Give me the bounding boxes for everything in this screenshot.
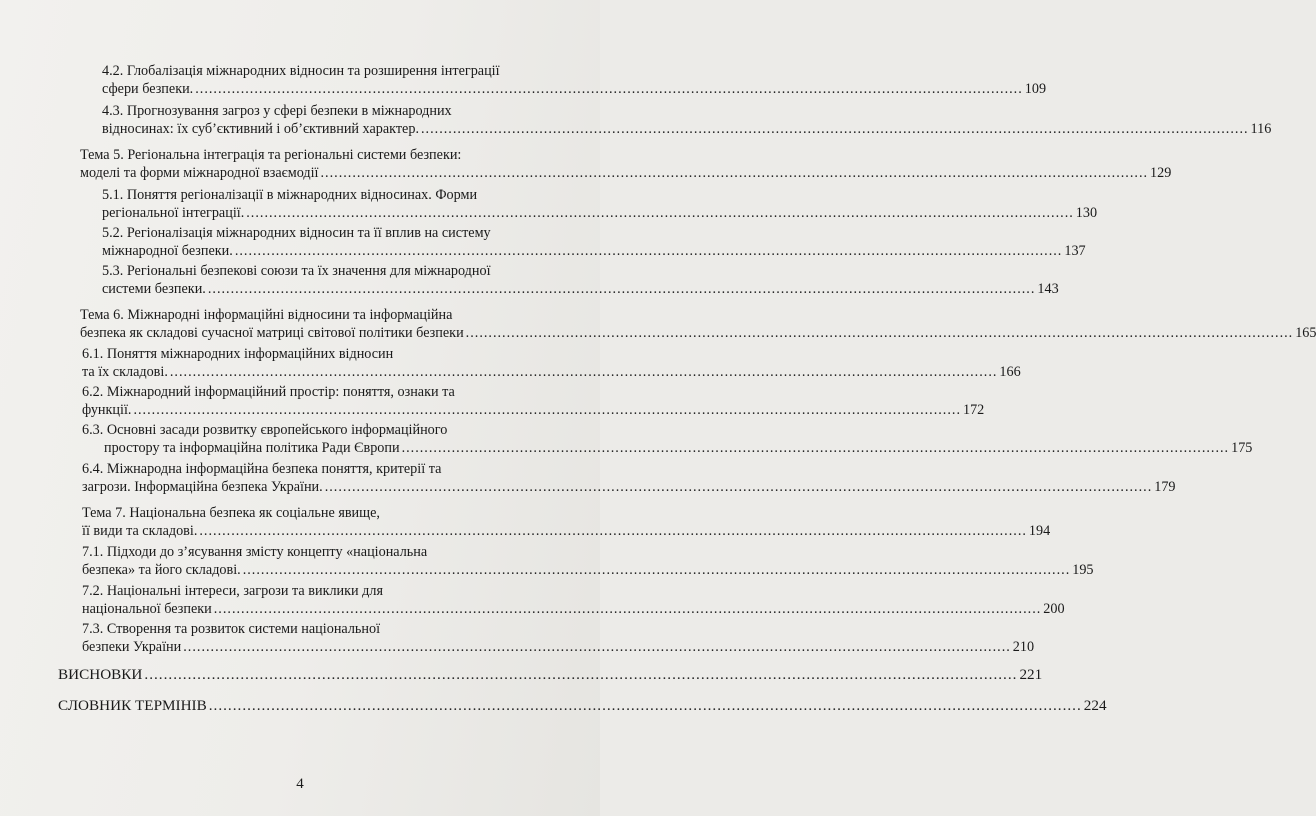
toc-entry-6-1-line2 [82,363,1021,381]
toc-entry-text: моделі та форми міжнародної взаємодії [80,165,319,181]
toc-entry-text: національної безпеки [82,601,212,617]
toc-entry-4-2-line2 [102,80,1047,98]
dot-leader: ...................................................................................................................................................................................... [144,666,1018,683]
toc-page-number: 224 [1083,697,1107,714]
dot-leader: ...................................................................................................................................................................................... [242,562,1071,578]
dot-leader: ...................................................................................................................................................................................... [195,81,1023,97]
toc-topic-5-line1: Тема 5. Регіональна інтеграція та регіональні системи безпеки: [80,147,462,163]
toc-entry-text: відносинах: їх суб’єктивний і об’єктивний характер. [102,121,419,137]
toc-entry-4-2-line1: 4.2. Глобалізація міжнародних відносин та розширення інтеграції [102,63,500,79]
toc-entry-6-3-line1: 6.3. Основні засади розвитку європейського інформаційного [82,422,448,438]
toc-entry-4-3-line1: 4.3. Прогнозування загроз у сфері безпеки в міжнародних [102,103,452,119]
toc-page-number: 116 [1250,121,1272,137]
toc-entry-text: безпека» та його складові. [82,562,241,578]
toc-entry-5-3-line1: 5.3. Регіональні безпекові союзи та їх значення для міжнародної [102,263,491,279]
toc-page-number: 210 [1012,639,1035,655]
toc-topic-7-line1: Тема 7. Національна безпека як соціальне явище, [82,505,380,521]
toc-entry-7-1-line1: 7.1. Підходи до з’ясування змісту концепту «національна [82,544,428,560]
toc-page-number: 143 [1037,281,1059,297]
toc-entry-7-2-line2 [82,600,1065,618]
dot-leader: ...................................................................................................................................................................................... [133,402,961,418]
toc-entry-text: та їх складові. [82,364,168,380]
toc-entry-5-1-line2 [102,204,1098,222]
toc-entry-text: безпека як складові сучасної матриці світової політики безпеки [80,325,464,341]
toc-entry-5-2-line1: 5.2. Регіоналізація міжнародних відносин та її вплив на систему [102,225,491,241]
toc-topic-6-line2 [80,324,1316,342]
dot-leader: ...................................................................................................................................................................................... [208,697,1082,714]
toc-page-number: 166 [999,364,1021,380]
dot-leader: ...................................................................................................................................................................................... [169,364,998,380]
toc-entry-6-3-line2 [104,439,1253,457]
dot-leader: ...................................................................................................................................................................................... [246,205,1074,221]
toc-page-number: 172 [962,402,985,418]
toc-topic-6-line1: Тема 6. Міжнародні інформаційні відносини та інформаційна [80,307,453,323]
toc-entry-5-1-line1: 5.1. Поняття регіоналізації в міжнародних відносинах. Форми [102,187,478,203]
toc-entry-text: системи безпеки. [102,281,206,297]
toc-entry-7-1-line2 [82,561,1094,579]
dot-leader: ...................................................................................................................................................................................... [213,601,1042,617]
toc-entry-6-2-line1: 6.2. Міжнародний інформаційний простір: поняття, ознаки та [82,384,455,400]
toc-conclusions [58,666,1043,684]
toc-entry-text: функції. [82,402,132,418]
toc-entry-6-1-line1: 6.1. Поняття міжнародних інформаційних відносин [82,346,394,362]
toc-page-number: 109 [1024,81,1047,97]
toc-page-number: 194 [1028,523,1051,539]
toc-entry-text: регіональної інтеграції. [102,205,245,221]
dot-leader: ...................................................................................................................................................................................... [234,243,1063,259]
dot-leader: ...................................................................................................................................................................................... [421,121,1249,137]
toc-entry-4-3-line2 [102,120,1272,138]
toc-entry-6-2-line2 [82,401,985,419]
dot-leader: ...................................................................................................................................................................................... [199,523,1027,539]
toc-topic-7-line2 [82,522,1051,540]
toc-page-number: 165 [1295,325,1316,341]
toc-entry-text: міжнародної безпеки. [102,243,233,259]
dot-leader: ...................................................................................................................................................................................... [207,281,1036,297]
toc-page-number: 221 [1019,666,1043,683]
toc-topic-5-line2 [80,164,1172,182]
toc-entry-text: простору та інформаційна політика Ради Європи [104,440,400,456]
toc-entry-text: її види та складові. [82,523,198,539]
toc-entry-5-2-line2 [102,242,1086,260]
dot-leader: ...................................................................................................................................................................................... [324,479,1153,495]
toc-entry-text: безпеки України [82,639,182,655]
page-number: 4 [296,776,304,792]
toc-entry-text: СЛОВНИК ТЕРМІНІВ [58,697,207,714]
dot-leader: ...................................................................................................................................................................................... [320,165,1149,181]
dot-leader: ...................................................................................................................................................................................... [183,639,1011,655]
toc-entry-7-2-line1: 7.2. Національні інтереси, загрози та виклики для [82,583,383,599]
toc-page-number: 200 [1043,601,1065,617]
toc-page-number: 179 [1154,479,1176,495]
toc-entry-5-3-line2 [102,280,1059,298]
toc-page-number: 195 [1072,562,1094,578]
toc-page-number: 175 [1231,440,1253,456]
toc-page-number: 129 [1150,165,1172,181]
toc-entry-text: сфери безпеки. [102,81,194,97]
toc-entry-7-3-line2 [82,638,1035,656]
dot-leader: ...................................................................................................................................................................................... [465,325,1294,341]
toc-page-number: 130 [1075,205,1098,221]
toc-entry-6-4-line1: 6.4. Міжнародна інформаційна безпека поняття, критерії та [82,461,442,477]
toc-entry-7-3-line1: 7.3. Створення та розвиток системи національної [82,621,381,637]
toc-glossary [58,697,1107,715]
toc-entry-text: загрози. Інформаційна безпека України. [82,479,323,495]
dot-leader: ...................................................................................................................................................................................... [401,440,1230,456]
toc-entry-text: ВИСНОВКИ [58,666,143,683]
toc-page-number: 137 [1064,243,1086,259]
toc-entry-6-4-line2 [82,478,1176,496]
